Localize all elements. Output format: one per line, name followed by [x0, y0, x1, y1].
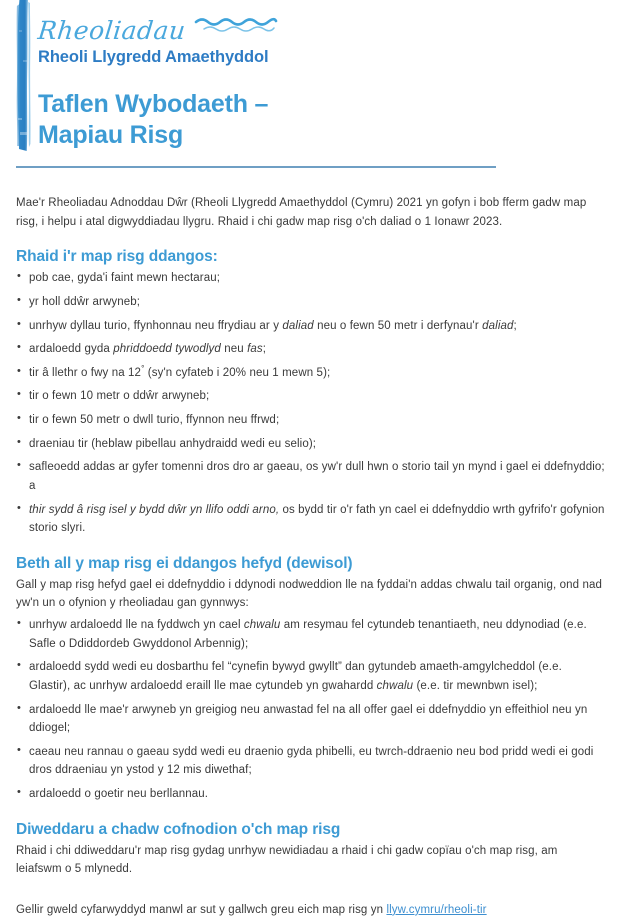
list-item-text: ° [141, 363, 145, 373]
emphasis-text: phriddoedd tywodlyd [113, 343, 221, 356]
wave-lines-icon [194, 16, 278, 39]
page-header [0, 0, 620, 172]
emphasis-text: chwalu [376, 679, 414, 692]
list-item-text: ; [513, 319, 517, 332]
section-heading-required: Rhaid i'r map risg ddangos: [16, 248, 218, 266]
list-item [16, 317, 606, 336]
list-item-text: ; [262, 343, 267, 356]
list-item-text: neu o fewn 50 metr i derfynau'r [313, 319, 483, 332]
footer-guidance-text: Gellir gweld cyfarwyddyd manwl ar sut y gallwch greu eich map risg yn [16, 903, 387, 916]
list-item-text: ardaloedd sydd wedi eu dosbarthu fel “cynefin bywyd gwyllt” dan gytundeb amaeth-amgylcheddol (e.e. Glastir), ac unrhyw ardaloedd eraill lle mae cytundeb yn gwahardd [29, 661, 562, 692]
emphasis-text: fas [247, 343, 263, 356]
list-item [16, 435, 606, 454]
emphasis-text: chwalu [243, 619, 281, 631]
header-text-block [0, 0, 620, 152]
list-item-text: ardaloedd o goetir neu berllannau. [29, 788, 209, 800]
list-item [16, 269, 606, 288]
list-item [16, 458, 606, 495]
list-item-text: am resymau fel cytundeb tenantiaeth, neu ddynodiad (e.e. Safle o Ddiddordeb Gwyddonol Arbennig); [29, 619, 587, 650]
list-item [16, 658, 606, 695]
intro-paragraph: Mae'r Rheoliadau Adnoddau Dŵr (Rheoli Llygredd Amaethyddol (Cymru) 2021 yn gofyn i bob fferm gadw map risg, i helpu i atal digwyddiadau llygru. Rhaid i chi gadw map risg o'ch daliad o 1 Ionawr 2023. [16, 197, 587, 228]
page-title-line-1: Taflen Wybodaeth – [38, 90, 269, 118]
brand-subtitle: Rheoli Llygredd Amaethyddol [38, 48, 269, 66]
emphasis-text: daliad [482, 319, 514, 332]
list-item-text: draeniau tir (heblaw pibellau anhydraidd wedi eu selio); [29, 437, 317, 450]
list-item [16, 785, 606, 804]
brand-logo-row [38, 9, 620, 43]
list-item-text: (e.e. tir mewnbwn isel); [413, 679, 538, 692]
list-item-text: unrhyw dyllau turio, ffynhonnau neu ffrydiau ar y [29, 319, 283, 332]
list-item [16, 616, 606, 653]
rheoliadau-script-logo: Rheoliadau [36, 16, 188, 45]
emphasis-text: thir sydd â risg isel y bydd dŵr yn llifo oddi arno, [29, 503, 280, 516]
list-item [16, 701, 606, 738]
list-item [16, 340, 606, 359]
list-item-text: (sy'n cyfateb i 20% neu 1 mewn 5); [144, 366, 331, 379]
list-item [16, 387, 606, 406]
guidance-link[interactable]: llyw.cymru/rheoli-tir [386, 903, 487, 916]
list-item-text: yr holl ddŵr arwyneb; [29, 295, 141, 308]
header-divider [16, 166, 496, 168]
section-heading-update: Diweddaru a chadw cofnodion o'ch map risg [16, 820, 341, 838]
section-heading-optional: Beth all y map risg ei ddangos hefyd (dewisol) [16, 554, 353, 572]
optional-section-intro: Gall y map risg hefyd gael ei ddefnyddio i ddynodi nodweddion lle na fyddai'n addas chwalu tail organig, ond nad yw'n un o ofynion y rheoliadau gan gynnwys: [16, 578, 602, 610]
page-title-line-2: Mapiau Risg [38, 121, 184, 150]
footer-guidance-line [16, 901, 606, 920]
optional-bullet-list [16, 616, 606, 804]
list-item-text: neu [220, 343, 248, 356]
list-item-text: safleoedd addas ar gyfer tomenni dros dro ar gaeau, os yw'r dull hwn o storio tail yn mynd i gael ei ddefnyddio; a [29, 461, 605, 492]
required-bullet-list [16, 269, 606, 538]
list-item [16, 293, 606, 312]
list-item-text: caeau neu rannau o gaeau sydd wedi eu draenio gyda phibelli, eu twrch-ddraenio neu bod pridd wedi ei godi dros ddraeniau yn ystod y 12 mis diwethaf; [29, 745, 594, 777]
page-title [38, 89, 620, 152]
list-item [16, 743, 606, 780]
list-item-text: tir o fewn 10 metr o ddŵr arwyneb; [29, 390, 210, 403]
list-item-text: tir â llethr o fwy na 12 [29, 366, 142, 379]
list-item [16, 411, 606, 430]
list-item-text: ardaloedd lle mae'r arwyneb yn greigiog neu anwastad fel na all offer gael ei ddefnyddio yn effeithiol neu yn ddiogel; [29, 703, 588, 735]
update-section-body: Rhaid i chi ddiweddaru'r map risg gydag unrhyw newidiadau a rhaid i chi gadw copïau o'ch map risg, am leiafswm o 5 mlynedd. [16, 844, 558, 876]
list-item-text: pob cae, gyda'i faint mewn hectarau; [29, 272, 221, 285]
brush-stroke-decoration [16, 0, 31, 152]
list-item-text: unrhyw ardaloedd lle na fyddwch yn cael [29, 619, 244, 631]
list-item-text: os bydd tir o'r fath yn cael ei ddefnyddio wrth gyfrifo'r gofynion storio slyri. [29, 503, 605, 535]
list-item [16, 501, 606, 538]
document-body [0, 194, 620, 920]
list-item [16, 364, 606, 383]
emphasis-text: daliad [282, 319, 314, 332]
list-item-text: tir o fewn 50 metr o dwll turio, ffynnon neu ffrwd; [29, 414, 280, 426]
list-item-text: ardaloedd gyda [29, 343, 114, 356]
